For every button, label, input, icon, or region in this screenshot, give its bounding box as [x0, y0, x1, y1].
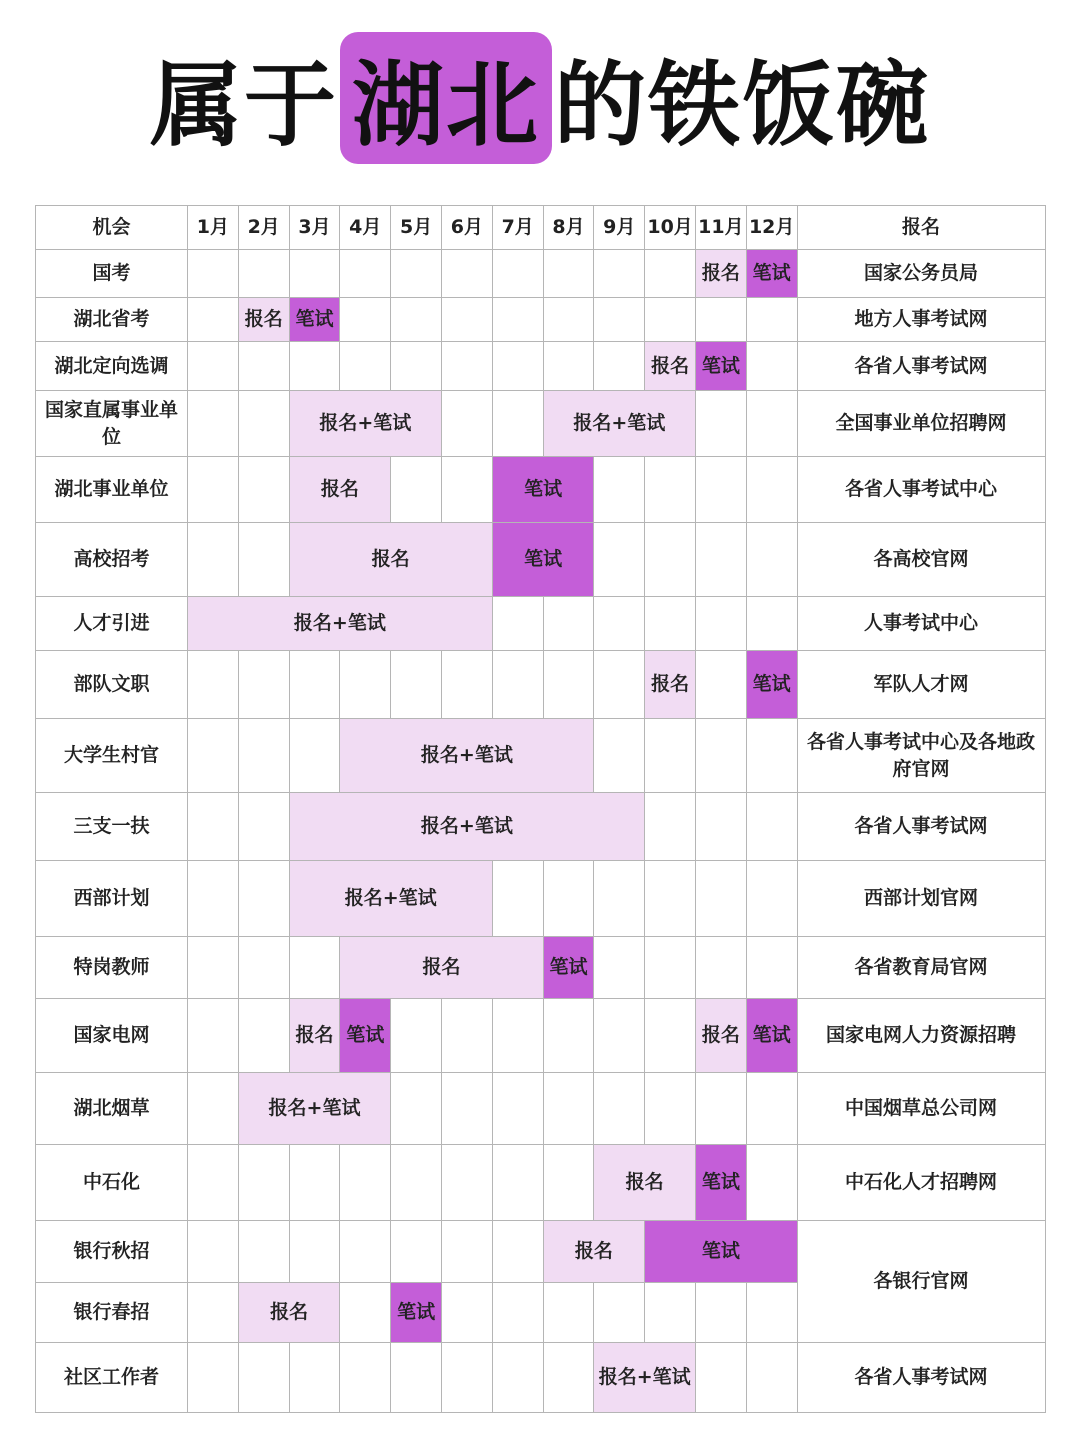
table-row — [36, 457, 1046, 523]
empty-month-cell — [594, 861, 645, 937]
registration-period-cell: 报名+笔试 — [594, 1343, 696, 1413]
table-row — [36, 1145, 1046, 1221]
empty-month-cell — [238, 1221, 289, 1283]
empty-month-cell — [289, 651, 340, 719]
empty-month-cell — [492, 391, 543, 457]
empty-month-cell — [746, 861, 797, 937]
empty-month-cell — [340, 1283, 391, 1343]
empty-month-cell — [695, 298, 746, 342]
empty-month-cell — [645, 861, 696, 937]
opportunity-name: 银行春招 — [36, 1283, 188, 1343]
empty-month-cell — [289, 937, 340, 999]
empty-month-cell — [188, 250, 239, 298]
opportunity-name: 高校招考 — [36, 523, 188, 597]
registration-site: 国家电网人力资源招聘 — [797, 999, 1045, 1073]
empty-month-cell — [695, 597, 746, 651]
exam-period-cell: 笔试 — [695, 1145, 746, 1221]
opportunity-name: 国家电网 — [36, 999, 188, 1073]
table-row — [36, 719, 1046, 793]
empty-month-cell — [238, 250, 289, 298]
empty-month-cell — [695, 1073, 746, 1145]
opportunity-name: 湖北定向选调 — [36, 342, 188, 391]
empty-month-cell — [238, 523, 289, 597]
empty-month-cell — [645, 1073, 696, 1145]
exam-period-cell: 笔试 — [492, 523, 594, 597]
header-month-5: 5月 — [391, 206, 442, 250]
empty-month-cell — [492, 1073, 543, 1145]
registration-period-cell: 报名+笔试 — [289, 793, 645, 861]
empty-month-cell — [188, 1283, 239, 1343]
empty-month-cell — [543, 342, 594, 391]
empty-month-cell — [441, 1221, 492, 1283]
table-row — [36, 793, 1046, 861]
empty-month-cell — [695, 523, 746, 597]
schedule-table — [35, 205, 1046, 1413]
empty-month-cell — [746, 793, 797, 861]
empty-month-cell — [492, 342, 543, 391]
empty-month-cell — [441, 391, 492, 457]
empty-month-cell — [594, 342, 645, 391]
header-month-7: 7月 — [492, 206, 543, 250]
empty-month-cell — [543, 597, 594, 651]
opportunity-name: 社区工作者 — [36, 1343, 188, 1413]
empty-month-cell — [340, 250, 391, 298]
empty-month-cell — [238, 861, 289, 937]
registration-period-cell: 报名 — [645, 342, 696, 391]
empty-month-cell — [645, 523, 696, 597]
opportunity-name: 国家直属事业单位 — [36, 391, 188, 457]
header-opportunity: 机会 — [36, 206, 188, 250]
empty-month-cell — [543, 861, 594, 937]
registration-period-cell: 报名 — [289, 457, 391, 523]
empty-month-cell — [746, 1145, 797, 1221]
empty-month-cell — [289, 1221, 340, 1283]
empty-month-cell — [695, 793, 746, 861]
empty-month-cell — [340, 1145, 391, 1221]
empty-month-cell — [289, 342, 340, 391]
header-month-12: 12月 — [746, 206, 797, 250]
empty-month-cell — [391, 1221, 442, 1283]
empty-month-cell — [746, 523, 797, 597]
empty-month-cell — [746, 937, 797, 999]
empty-month-cell — [238, 391, 289, 457]
page-title — [0, 28, 1080, 168]
empty-month-cell — [188, 1073, 239, 1145]
registration-site: 各高校官网 — [797, 523, 1045, 597]
empty-month-cell — [238, 937, 289, 999]
empty-month-cell — [238, 1343, 289, 1413]
header-month-10: 10月 — [645, 206, 696, 250]
header-registration-site: 报名 — [797, 206, 1045, 250]
empty-month-cell — [188, 651, 239, 719]
registration-site: 全国事业单位招聘网 — [797, 391, 1045, 457]
title-prefix: 属于 — [149, 52, 338, 159]
empty-month-cell — [238, 719, 289, 793]
empty-month-cell — [594, 719, 645, 793]
exam-period-cell: 笔试 — [695, 342, 746, 391]
table-row — [36, 861, 1046, 937]
empty-month-cell — [746, 719, 797, 793]
registration-site: 地方人事考试网 — [797, 298, 1045, 342]
header-month-3: 3月 — [289, 206, 340, 250]
registration-period-cell: 报名+笔试 — [238, 1073, 390, 1145]
opportunity-name: 部队文职 — [36, 651, 188, 719]
registration-site: 各省人事考试中心 — [797, 457, 1045, 523]
table-row — [36, 999, 1046, 1073]
empty-month-cell — [441, 651, 492, 719]
empty-month-cell — [746, 1073, 797, 1145]
empty-month-cell — [746, 1283, 797, 1343]
empty-month-cell — [492, 1221, 543, 1283]
registration-site: 军队人才网 — [797, 651, 1045, 719]
table-body — [36, 250, 1046, 1413]
exam-period-cell: 笔试 — [289, 298, 340, 342]
empty-month-cell — [645, 793, 696, 861]
empty-month-cell — [391, 1145, 442, 1221]
table-row — [36, 1343, 1046, 1413]
empty-month-cell — [645, 597, 696, 651]
empty-month-cell — [543, 298, 594, 342]
registration-site: 西部计划官网 — [797, 861, 1045, 937]
header-month-2: 2月 — [238, 206, 289, 250]
empty-month-cell — [594, 457, 645, 523]
empty-month-cell — [391, 651, 442, 719]
empty-month-cell — [238, 793, 289, 861]
opportunity-name: 湖北省考 — [36, 298, 188, 342]
empty-month-cell — [289, 250, 340, 298]
empty-month-cell — [238, 1145, 289, 1221]
table-row — [36, 391, 1046, 457]
opportunity-name: 大学生村官 — [36, 719, 188, 793]
empty-month-cell — [594, 999, 645, 1073]
empty-month-cell — [695, 457, 746, 523]
table-row — [36, 342, 1046, 391]
empty-month-cell — [188, 391, 239, 457]
registration-site: 中石化人才招聘网 — [797, 1145, 1045, 1221]
empty-month-cell — [695, 937, 746, 999]
empty-month-cell — [492, 861, 543, 937]
opportunity-name: 西部计划 — [36, 861, 188, 937]
empty-month-cell — [543, 999, 594, 1073]
empty-month-cell — [391, 298, 442, 342]
empty-month-cell — [543, 1073, 594, 1145]
empty-month-cell — [340, 342, 391, 391]
opportunity-name: 湖北事业单位 — [36, 457, 188, 523]
opportunity-name: 特岗教师 — [36, 937, 188, 999]
empty-month-cell — [441, 1145, 492, 1221]
empty-month-cell — [188, 457, 239, 523]
header-month-1: 1月 — [188, 206, 239, 250]
empty-month-cell — [188, 1221, 239, 1283]
empty-month-cell — [238, 651, 289, 719]
empty-month-cell — [543, 1283, 594, 1343]
empty-month-cell — [340, 651, 391, 719]
empty-month-cell — [391, 1073, 442, 1145]
empty-month-cell — [441, 457, 492, 523]
empty-month-cell — [543, 1145, 594, 1221]
empty-month-cell — [238, 999, 289, 1073]
empty-month-cell — [645, 298, 696, 342]
empty-month-cell — [441, 342, 492, 391]
header-month-6: 6月 — [441, 206, 492, 250]
opportunity-name: 银行秋招 — [36, 1221, 188, 1283]
empty-month-cell — [645, 250, 696, 298]
registration-site: 国家公务员局 — [797, 250, 1045, 298]
empty-month-cell — [441, 1283, 492, 1343]
empty-month-cell — [543, 651, 594, 719]
table-row — [36, 597, 1046, 651]
empty-month-cell — [340, 298, 391, 342]
registration-period-cell: 报名 — [543, 1221, 645, 1283]
empty-month-cell — [645, 1283, 696, 1343]
exam-period-cell: 笔试 — [746, 250, 797, 298]
registration-period-cell: 报名 — [289, 999, 340, 1073]
empty-month-cell — [289, 1145, 340, 1221]
empty-month-cell — [594, 1073, 645, 1145]
opportunity-name: 人才引进 — [36, 597, 188, 651]
empty-month-cell — [188, 1145, 239, 1221]
table-row — [36, 298, 1046, 342]
table-header-row — [36, 206, 1046, 250]
empty-month-cell — [746, 597, 797, 651]
empty-month-cell — [746, 391, 797, 457]
empty-month-cell — [746, 298, 797, 342]
empty-month-cell — [594, 651, 645, 719]
table-row — [36, 523, 1046, 597]
registration-site: 各省教育局官网 — [797, 937, 1045, 999]
empty-month-cell — [594, 937, 645, 999]
title-highlight: 湖北 — [340, 32, 552, 164]
empty-month-cell — [188, 523, 239, 597]
empty-month-cell — [695, 391, 746, 457]
registration-period-cell: 报名 — [289, 523, 492, 597]
empty-month-cell — [492, 1283, 543, 1343]
opportunity-name: 国考 — [36, 250, 188, 298]
registration-period-cell: 报名+笔试 — [340, 719, 594, 793]
empty-month-cell — [188, 298, 239, 342]
empty-month-cell — [492, 597, 543, 651]
exam-period-cell: 笔试 — [746, 651, 797, 719]
registration-period-cell: 报名 — [238, 298, 289, 342]
empty-month-cell — [238, 457, 289, 523]
empty-month-cell — [391, 250, 442, 298]
empty-month-cell — [188, 719, 239, 793]
registration-site: 人事考试中心 — [797, 597, 1045, 651]
registration-site: 各省人事考试网 — [797, 793, 1045, 861]
empty-month-cell — [695, 651, 746, 719]
exam-period-cell: 笔试 — [645, 1221, 797, 1283]
empty-month-cell — [238, 342, 289, 391]
opportunity-name: 湖北烟草 — [36, 1073, 188, 1145]
empty-month-cell — [695, 719, 746, 793]
exam-period-cell: 笔试 — [391, 1283, 442, 1343]
header-month-8: 8月 — [543, 206, 594, 250]
table-row — [36, 937, 1046, 999]
empty-month-cell — [391, 342, 442, 391]
empty-month-cell — [340, 1221, 391, 1283]
empty-month-cell — [188, 937, 239, 999]
empty-month-cell — [645, 719, 696, 793]
registration-period-cell: 报名+笔试 — [188, 597, 493, 651]
empty-month-cell — [340, 1343, 391, 1413]
empty-month-cell — [441, 999, 492, 1073]
empty-month-cell — [695, 1283, 746, 1343]
registration-site: 各省人事考试网 — [797, 1343, 1045, 1413]
empty-month-cell — [645, 937, 696, 999]
empty-month-cell — [543, 1343, 594, 1413]
table-row — [36, 651, 1046, 719]
opportunity-name: 三支一扶 — [36, 793, 188, 861]
registration-period-cell: 报名 — [695, 999, 746, 1073]
empty-month-cell — [188, 793, 239, 861]
empty-month-cell — [746, 342, 797, 391]
empty-month-cell — [441, 1073, 492, 1145]
empty-month-cell — [594, 250, 645, 298]
empty-month-cell — [492, 250, 543, 298]
empty-month-cell — [645, 457, 696, 523]
empty-month-cell — [492, 1343, 543, 1413]
empty-month-cell — [391, 457, 442, 523]
empty-month-cell — [492, 999, 543, 1073]
registration-period-cell: 报名 — [695, 250, 746, 298]
registration-period-cell: 报名 — [594, 1145, 696, 1221]
table-row — [36, 1073, 1046, 1145]
empty-month-cell — [543, 250, 594, 298]
empty-month-cell — [594, 523, 645, 597]
exam-period-cell: 笔试 — [340, 999, 391, 1073]
registration-site: 各银行官网 — [797, 1221, 1045, 1343]
exam-period-cell: 笔试 — [492, 457, 594, 523]
registration-period-cell: 报名 — [340, 937, 543, 999]
empty-month-cell — [594, 597, 645, 651]
empty-month-cell — [188, 999, 239, 1073]
empty-month-cell — [188, 861, 239, 937]
registration-period-cell: 报名+笔试 — [289, 391, 441, 457]
registration-period-cell: 报名+笔试 — [289, 861, 492, 937]
empty-month-cell — [289, 1343, 340, 1413]
empty-month-cell — [695, 1343, 746, 1413]
title-suffix: 的铁饭碗 — [554, 52, 931, 159]
empty-month-cell — [746, 1343, 797, 1413]
empty-month-cell — [188, 342, 239, 391]
table-row — [36, 250, 1046, 298]
empty-month-cell — [492, 651, 543, 719]
opportunity-name: 中石化 — [36, 1145, 188, 1221]
header-month-9: 9月 — [594, 206, 645, 250]
empty-month-cell — [289, 719, 340, 793]
empty-month-cell — [188, 1343, 239, 1413]
empty-month-cell — [441, 1343, 492, 1413]
empty-month-cell — [441, 250, 492, 298]
empty-month-cell — [492, 1145, 543, 1221]
empty-month-cell — [391, 999, 442, 1073]
empty-month-cell — [441, 298, 492, 342]
empty-month-cell — [391, 1343, 442, 1413]
empty-month-cell — [594, 298, 645, 342]
table-row — [36, 1221, 1046, 1283]
exam-period-cell: 笔试 — [746, 999, 797, 1073]
empty-month-cell — [645, 999, 696, 1073]
exam-period-cell: 笔试 — [543, 937, 594, 999]
registration-period-cell: 报名 — [238, 1283, 340, 1343]
registration-site: 各省人事考试中心及各地政府官网 — [797, 719, 1045, 793]
registration-site: 各省人事考试网 — [797, 342, 1045, 391]
header-month-11: 11月 — [695, 206, 746, 250]
registration-period-cell: 报名 — [645, 651, 696, 719]
empty-month-cell — [594, 1283, 645, 1343]
header-month-4: 4月 — [340, 206, 391, 250]
empty-month-cell — [492, 298, 543, 342]
empty-month-cell — [746, 457, 797, 523]
registration-site: 中国烟草总公司网 — [797, 1073, 1045, 1145]
empty-month-cell — [695, 861, 746, 937]
registration-period-cell: 报名+笔试 — [543, 391, 695, 457]
